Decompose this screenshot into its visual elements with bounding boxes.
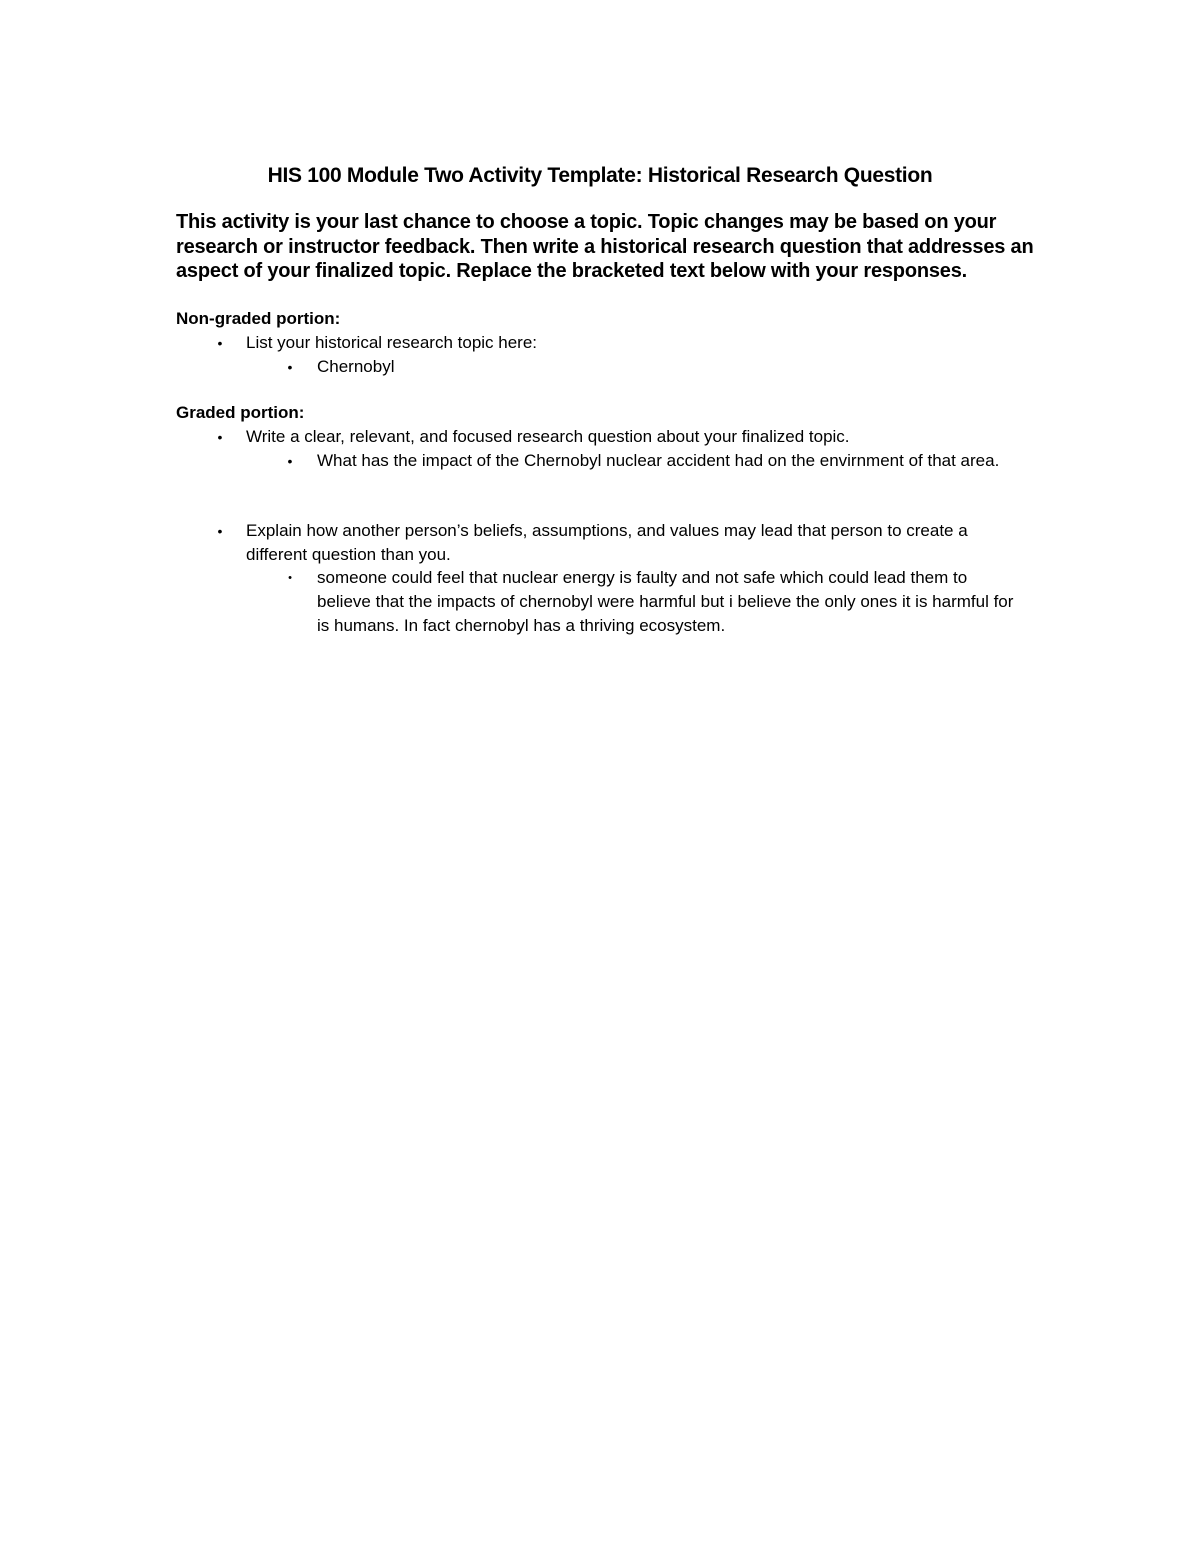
bullet-icon: • xyxy=(288,572,292,584)
bullet-icon: • xyxy=(217,335,223,351)
perspective-prompt: Explain how another person’s beliefs, assumptions, and values may lead that person to create a different question than you. xyxy=(246,521,968,564)
graded-heading: Graded portion: xyxy=(176,403,305,422)
question-prompt: Write a clear, relevant, and focused research question about your finalized topic. xyxy=(246,427,850,446)
bullet-icon: • xyxy=(217,523,223,539)
list-item xyxy=(176,331,1036,355)
perspective-answer: someone could feel that nuclear energy is faulty and not safe which could lead them to believe that the impacts of chernobyl were harmful but i believe the only ones it is harmful for is humans. In fact chernobyl has a thriving ecosystem. xyxy=(317,568,1014,635)
topic-answer: Chernobyl xyxy=(317,357,395,376)
list-item xyxy=(176,425,1036,449)
question-answer: What has the impact of the Chernobyl nuclear accident had on the envirnment of that area. xyxy=(317,451,1000,470)
document-title: HIS 100 Module Two Activity Template: Historical Research Question xyxy=(267,164,933,187)
list-item xyxy=(176,449,1036,497)
topic-prompt: List your historical research topic here: xyxy=(246,333,538,352)
list-item xyxy=(176,566,1036,638)
list-item xyxy=(176,355,1036,379)
list-item xyxy=(176,519,1036,567)
bullet-icon: • xyxy=(217,429,223,445)
non-graded-heading: Non-graded portion: xyxy=(176,309,341,328)
intro-paragraph: This activity is your last chance to choose a topic. Topic changes may be based on your research or instructor feedback. Then write a historical research question that addresses an aspect of your finalized topic. Replace the bracketed text below with your responses. xyxy=(176,211,1034,282)
bullet-icon: • xyxy=(287,453,293,469)
bullet-icon: • xyxy=(287,359,293,375)
